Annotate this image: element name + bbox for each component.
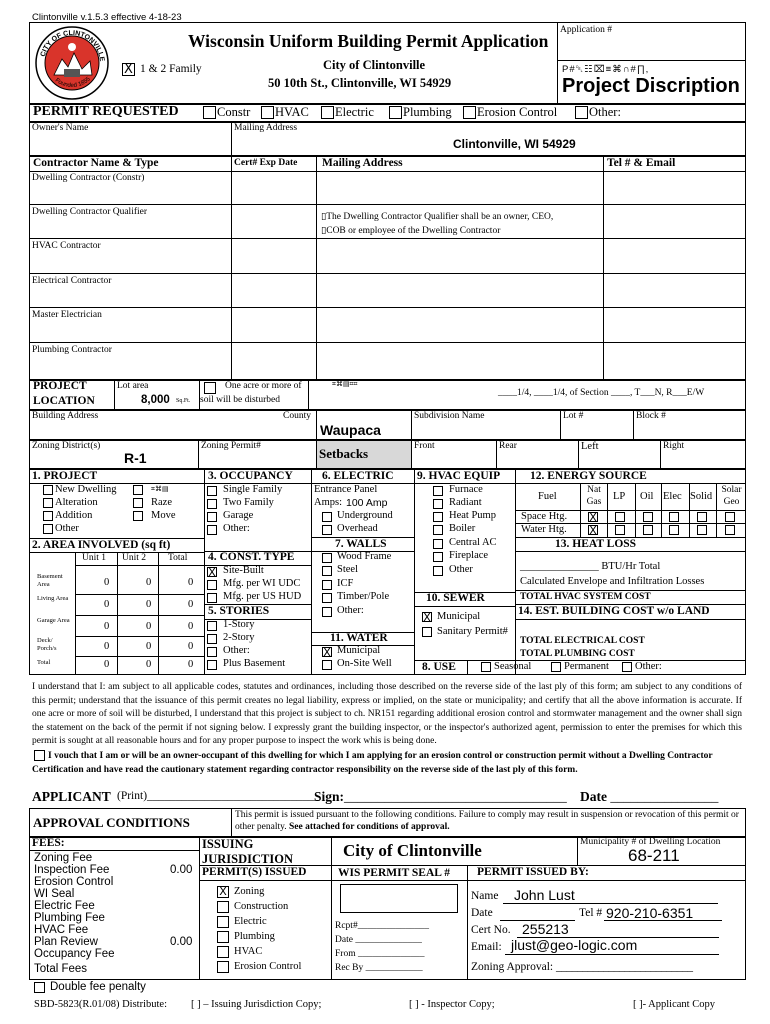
walls-option-label: Steel bbox=[337, 564, 358, 575]
setbacks-label: Setbacks bbox=[319, 446, 369, 461]
use-seasonal-checkbox[interactable] bbox=[481, 662, 491, 672]
sewer-option-label: Sanitary Permit# bbox=[437, 626, 508, 637]
occupancy-two-checkbox[interactable] bbox=[207, 499, 217, 509]
occupancy-option-label: Garage bbox=[223, 510, 254, 521]
fee-value[interactable]: 0.00 bbox=[170, 864, 193, 876]
energy-col-header: Solar Geo bbox=[721, 485, 742, 507]
svg-text:Founded 1855: Founded 1855 bbox=[53, 76, 92, 90]
energy-water-gas-checkbox[interactable]: X bbox=[589, 524, 597, 537]
walls-steel-checkbox[interactable] bbox=[322, 566, 332, 576]
area-cell[interactable]: 0 bbox=[146, 577, 152, 588]
permit-electric-checkbox[interactable] bbox=[321, 106, 334, 119]
project-other-checkbox[interactable] bbox=[43, 524, 53, 534]
fees-title: FEES: bbox=[32, 837, 65, 849]
area-row-label: Basement Area bbox=[37, 573, 63, 588]
area-header: Total bbox=[168, 553, 188, 563]
hvac-option-label: Boiler bbox=[449, 523, 476, 534]
subdivision-label: Subdivision Name bbox=[414, 411, 485, 421]
sewer-option-label: Municipal bbox=[437, 611, 481, 622]
use-option-label: Seasonal bbox=[494, 661, 532, 672]
hvac-fireplace-checkbox[interactable] bbox=[433, 552, 443, 562]
wis-seal-label: WIS PERMIT SEAL # bbox=[338, 867, 450, 879]
copy-applicant: [ ]- Applicant Copy bbox=[633, 999, 715, 1010]
water-section-title: 11. WATER bbox=[330, 632, 388, 644]
const-mfg-udc-checkbox[interactable] bbox=[207, 580, 217, 590]
building-cost-section-title: 14. EST. BUILDING COST w/o LAND bbox=[518, 605, 710, 617]
project-alteration-checkbox[interactable] bbox=[43, 498, 53, 508]
lot-area-value[interactable]: 8,000 bbox=[141, 394, 170, 406]
copy-inspector: [ ] - Inspector Copy; bbox=[409, 999, 495, 1010]
issuer-tel-value[interactable]: 920-210-6351 bbox=[606, 905, 694, 921]
double-fee-label: Double fee penalty bbox=[50, 981, 146, 993]
area-row-label: Total bbox=[37, 659, 51, 666]
hvac-radiant-checkbox[interactable] bbox=[433, 499, 443, 509]
water-option-label: On-Site Well bbox=[337, 658, 392, 669]
hvac-option-label: Furnace bbox=[449, 484, 483, 495]
project-raze-checkbox[interactable] bbox=[133, 498, 143, 508]
energy-checkbox[interactable] bbox=[697, 512, 707, 522]
zoning-district-value[interactable]: R-1 bbox=[124, 450, 147, 466]
section-text: ____1/4, ____1/4, of Section ____, T___N, R___E/W bbox=[498, 388, 705, 398]
entrance-panel-label: Entrance Panel bbox=[314, 484, 378, 495]
area-cell[interactable]: 0 bbox=[146, 599, 152, 610]
energy-col-header: Oil bbox=[640, 491, 654, 502]
project-option-label: Move bbox=[151, 510, 176, 521]
occupancy-other-checkbox[interactable] bbox=[207, 525, 217, 535]
owner-occupant-statement: I vouch that I am or will be an owner-occupant of this dwelling for which I am applying for an erosion control or construction permit without a Dwelling Contractor Certification and have read the cautionary statement regarding contractor responsibility on the reverse side of the last ply of this form. bbox=[32, 751, 713, 775]
fee-label: Occupancy Fee bbox=[34, 948, 115, 960]
energy-space-gas-checkbox[interactable]: X bbox=[589, 511, 597, 524]
hvac-section-title: 9. HVAC EQUIP bbox=[417, 470, 501, 482]
fee-label: Electric Fee bbox=[34, 900, 95, 912]
project-option-label: Raze bbox=[151, 497, 172, 508]
permit-other-checkbox[interactable] bbox=[575, 106, 588, 119]
issuing-jurisdiction-label: ISSUING bbox=[202, 837, 254, 851]
energy-col-header: LP bbox=[613, 491, 626, 502]
stories-basement-checkbox[interactable] bbox=[207, 660, 217, 670]
project-location-label: PROJECT bbox=[33, 380, 87, 392]
project-location-label: LOCATION bbox=[33, 395, 95, 407]
applicant-label: APPLICANT bbox=[32, 789, 111, 804]
rcpt-from-field[interactable]: From ______________ bbox=[335, 949, 425, 959]
issued-permit-label: Plumbing bbox=[234, 931, 275, 942]
area-row-label: Deck/ Porch/s bbox=[37, 637, 57, 652]
acre-label: soil will be disturbed bbox=[200, 395, 280, 405]
energy-row-label: Water Htg. bbox=[521, 524, 567, 535]
btu-total-label: _______________ BTU/Hr Total bbox=[520, 561, 661, 572]
hvac-other-checkbox[interactable] bbox=[433, 566, 443, 576]
electric-overhead-checkbox[interactable] bbox=[322, 525, 332, 535]
contractor-row-label: Dwelling Contractor Qualifier bbox=[32, 207, 148, 217]
rear-label: Rear bbox=[499, 441, 517, 451]
area-cell[interactable]: 0 bbox=[104, 577, 110, 588]
family-checkbox[interactable]: X bbox=[122, 63, 135, 76]
const-type-label: Mfg. per WI UDC bbox=[223, 578, 301, 589]
fee-label: Inspection Fee bbox=[34, 864, 110, 876]
project-glyph-label: ⌗⌘▤ bbox=[151, 486, 169, 493]
project-option-label: New Dwelling bbox=[55, 484, 117, 495]
issued-hvac-checkbox[interactable] bbox=[217, 946, 229, 958]
area-cell[interactable]: 0 bbox=[188, 659, 194, 670]
contractor-row-label: Plumbing Contractor bbox=[32, 345, 112, 355]
project-option-label: Addition bbox=[55, 510, 93, 521]
walls-wood-checkbox[interactable] bbox=[322, 553, 332, 563]
permit-plumbing-label: Plumbing bbox=[403, 105, 452, 119]
fee-label: HVAC Fee bbox=[34, 924, 89, 936]
issuer-tel-label: Tel # bbox=[579, 907, 603, 919]
issuer-cert-value[interactable]: 255213 bbox=[522, 921, 569, 937]
stories-label: Plus Basement bbox=[223, 658, 286, 669]
energy-checkbox[interactable] bbox=[643, 512, 653, 522]
city-address: 50 10th St., Clintonville, WI 54929 bbox=[268, 76, 452, 90]
walls-option-label: ICF bbox=[337, 578, 354, 589]
permit-erosion-checkbox[interactable] bbox=[463, 106, 476, 119]
zoning-approval-field[interactable]: Zoning Approval: __________________________ bbox=[471, 961, 693, 973]
permits-issued-label: PERMIT(S) ISSUED bbox=[202, 866, 307, 878]
county-label: County bbox=[283, 411, 311, 421]
hvac-option-label: Central AC bbox=[449, 537, 497, 548]
permit-issued-by-label: PERMIT ISSUED BY: bbox=[477, 866, 589, 878]
water-municipal-checkbox[interactable]: X bbox=[323, 646, 331, 659]
electric-option-label: Underground bbox=[337, 510, 393, 521]
qualifier-note: ▯The Dwelling Contractor Qualifier shall be an owner, CEO, bbox=[321, 212, 554, 222]
hvac-option-label: Heat Pump bbox=[449, 510, 496, 521]
lot-number-label: Lot # bbox=[563, 411, 584, 421]
const-mfg-hud-checkbox[interactable] bbox=[207, 593, 217, 603]
contractor-row-label: Master Electrician bbox=[32, 310, 102, 320]
stories-section-title: 5. STORIES bbox=[208, 605, 270, 617]
const-site-built-checkbox[interactable]: X bbox=[208, 566, 216, 579]
fuel-label: Fuel bbox=[538, 491, 557, 502]
issued-plumbing-checkbox[interactable] bbox=[217, 931, 229, 943]
energy-col-header: Nat Gas bbox=[586, 485, 602, 507]
area-cell[interactable]: 0 bbox=[104, 641, 110, 652]
area-cell[interactable]: 0 bbox=[188, 599, 194, 610]
issued-permit-label: Electric bbox=[234, 916, 267, 927]
city-name: City of Clintonville bbox=[323, 58, 426, 72]
owner-city-field[interactable]: Clintonville, WI 54929 bbox=[453, 137, 576, 151]
rcpt-date-field[interactable]: Date ______________ bbox=[335, 935, 422, 945]
issued-permit-label: HVAC bbox=[234, 946, 263, 957]
energy-col-header: Solid bbox=[690, 491, 713, 502]
electric-section-title: 6. ELECTRIC bbox=[322, 470, 394, 482]
hvac-cost-label: TOTAL HVAC SYSTEM COST bbox=[520, 592, 651, 602]
area-header: Unit 2 bbox=[122, 553, 147, 563]
area-row-label: Garage Area bbox=[37, 617, 70, 624]
applicant-sign-field[interactable]: Sign:_________________________________ bbox=[314, 789, 567, 804]
walls-option-label: Wood Frame bbox=[337, 551, 392, 562]
energy-checkbox[interactable] bbox=[669, 512, 679, 522]
approval-conditions-text: This permit is issued pursuant to the following conditions. Failure to comply may result in suspension or revocation of this permit or other penalty. See attached for conditions of approval. bbox=[235, 810, 739, 832]
acre-checkbox[interactable] bbox=[204, 382, 216, 394]
energy-checkbox[interactable] bbox=[697, 525, 707, 535]
area-section-title: 2. AREA INVOLVED (sq ft) bbox=[32, 539, 171, 551]
sewer-municipal-checkbox[interactable]: X bbox=[423, 611, 431, 624]
issuer-email-value[interactable]: jlust@geo-logic.com bbox=[511, 937, 638, 953]
heat-loss-calc-label: Calculated Envelope and Infiltration Losses bbox=[520, 576, 705, 587]
front-label: Front bbox=[414, 441, 435, 451]
issued-erosion-checkbox[interactable] bbox=[217, 961, 229, 973]
contractor-header-tel: Tel # & Email bbox=[607, 157, 676, 169]
const-type-section-title: 4. CONST. TYPE bbox=[208, 551, 295, 563]
energy-section-title: 12. ENERGY SOURCE bbox=[530, 470, 647, 482]
application-label: Application # bbox=[560, 25, 612, 35]
stories-label: Other: bbox=[223, 645, 250, 656]
hvac-centralac-checkbox[interactable] bbox=[433, 539, 443, 549]
electrical-cost-label: TOTAL ELECTRICAL COST bbox=[520, 636, 645, 646]
contractor-header-name: Contractor Name & Type bbox=[33, 157, 159, 169]
occupancy-single-checkbox[interactable] bbox=[207, 486, 217, 496]
fee-label: Plumbing Fee bbox=[34, 912, 105, 924]
energy-checkbox[interactable] bbox=[725, 525, 735, 535]
amps-value[interactable]: 100 Amp bbox=[346, 497, 388, 509]
permit-electric-label: Electric bbox=[335, 105, 374, 119]
electric-underground-checkbox[interactable] bbox=[322, 512, 332, 522]
energy-checkbox[interactable] bbox=[669, 525, 679, 535]
project-repair-checkbox[interactable] bbox=[133, 485, 143, 495]
heat-loss-section-title: 13. HEAT LOSS bbox=[555, 538, 637, 550]
county-value[interactable]: Waupaca bbox=[320, 422, 381, 438]
acre-label: One acre or more of bbox=[225, 381, 302, 391]
stories-2-checkbox[interactable] bbox=[207, 634, 217, 644]
building-address-label: Building Address bbox=[32, 411, 99, 421]
issuer-cert-label: Cert No. bbox=[471, 924, 511, 936]
stories-1-checkbox[interactable] bbox=[207, 621, 217, 631]
municipality-value[interactable]: 68-211 bbox=[628, 846, 680, 865]
permit-constr-checkbox[interactable] bbox=[203, 106, 216, 119]
occupancy-section-title: 3. OCCUPANCY bbox=[208, 470, 293, 482]
lot-area-unit: Sq.Ft. bbox=[176, 398, 191, 404]
fee-label: Plan Review bbox=[34, 936, 98, 948]
area-cell[interactable]: 0 bbox=[188, 621, 194, 632]
walls-section-title: 7. WALLS bbox=[335, 538, 387, 550]
mailing-address-label: Mailing Address bbox=[234, 123, 298, 133]
plumbing-cost-label: TOTAL PLUMBING COST bbox=[520, 649, 635, 659]
water-option-label: Municipal bbox=[337, 645, 381, 656]
energy-checkbox[interactable] bbox=[725, 512, 735, 522]
contractor-row-label: HVAC Contractor bbox=[32, 241, 101, 251]
permit-plumbing-checkbox[interactable] bbox=[389, 106, 402, 119]
energy-checkbox[interactable] bbox=[615, 512, 625, 522]
area-header: Unit 1 bbox=[82, 553, 107, 563]
walls-option-label: Timber/Pole bbox=[337, 591, 390, 602]
walls-option-label: Other: bbox=[337, 605, 364, 616]
energy-checkbox[interactable] bbox=[615, 525, 625, 535]
block-label: Block # bbox=[636, 411, 666, 421]
issuer-name-label: Name bbox=[471, 890, 499, 902]
right-label: Right bbox=[663, 441, 685, 451]
permit-constr-label: Constr bbox=[217, 105, 251, 119]
occupancy-garage-checkbox[interactable] bbox=[207, 512, 217, 522]
contractor-row-label: Dwelling Contractor (Constr) bbox=[32, 173, 145, 183]
walls-icf-checkbox[interactable] bbox=[322, 580, 332, 590]
amps-label: Amps: bbox=[314, 497, 343, 508]
const-type-label: Site-Built bbox=[223, 565, 264, 576]
issued-construction-checkbox[interactable] bbox=[217, 901, 229, 913]
copy-jurisdiction: [ ] – Issuing Jurisdiction Copy; bbox=[191, 999, 322, 1010]
project-description-field[interactable]: Project Discription bbox=[562, 75, 740, 97]
area-cell[interactable]: 0 bbox=[104, 621, 110, 632]
sewer-sanitary-checkbox[interactable] bbox=[422, 627, 432, 637]
zoning-permit-label: Zoning Permit# bbox=[201, 441, 261, 451]
project-option-label: Alteration bbox=[55, 497, 98, 508]
applicant-date-field[interactable]: Date ________________ bbox=[580, 789, 719, 804]
electric-option-label: Overhead bbox=[337, 523, 378, 534]
permit-erosion-label: Erosion Control bbox=[477, 105, 558, 119]
hvac-option-label: Other bbox=[449, 564, 473, 575]
svg-text:CITY OF CLINTONVILLE: CITY OF CLINTONVILLE bbox=[39, 29, 106, 62]
permit-hvac-checkbox[interactable] bbox=[261, 106, 274, 119]
location-glyphs: ⌗⌘▤⌗⌗ bbox=[332, 381, 358, 388]
fee-label: Total Fees bbox=[34, 963, 88, 975]
double-fee-checkbox[interactable] bbox=[34, 982, 45, 993]
area-cell[interactable]: 0 bbox=[146, 641, 152, 652]
issuing-city: City of Clintonville bbox=[343, 841, 482, 860]
energy-checkbox[interactable] bbox=[643, 525, 653, 535]
hvac-boiler-checkbox[interactable] bbox=[433, 525, 443, 535]
occupancy-option-label: Single Family bbox=[223, 484, 283, 495]
use-option-label: Other: bbox=[635, 661, 662, 672]
issued-permit-label: Erosion Control bbox=[234, 961, 302, 972]
issued-permit-label: Zoning bbox=[234, 886, 265, 897]
contractor-row-label: Electrical Contractor bbox=[32, 276, 112, 286]
contractor-header-cert: Cert# Exp Date bbox=[234, 158, 298, 168]
water-well-checkbox[interactable] bbox=[322, 660, 332, 670]
occupancy-option-label: Other: bbox=[223, 523, 250, 534]
hvac-heatpump-checkbox[interactable] bbox=[433, 512, 443, 522]
stories-other-checkbox[interactable] bbox=[207, 647, 217, 657]
project-new-dwelling-checkbox[interactable] bbox=[43, 485, 53, 495]
zoning-district-label: Zoning District(s) bbox=[32, 441, 101, 451]
family-label: 1 & 2 Family bbox=[140, 63, 202, 75]
issuing-jurisdiction-label: JURISDICTION bbox=[202, 852, 293, 866]
walls-other-checkbox[interactable] bbox=[322, 607, 332, 617]
form-title: Wisconsin Uniform Building Permit Application bbox=[188, 31, 549, 51]
qualifier-note: ▯COB or employee of the Dwelling Contractor bbox=[321, 226, 501, 236]
project-move-checkbox[interactable] bbox=[133, 511, 143, 521]
walls-timber-checkbox[interactable] bbox=[322, 593, 332, 603]
project-option-label: Other bbox=[55, 523, 79, 534]
area-cell[interactable]: 0 bbox=[104, 599, 110, 610]
fee-label: WI Seal bbox=[34, 888, 75, 900]
approval-conditions-label: APPROVAL CONDITIONS bbox=[33, 815, 190, 830]
const-type-label: Mfg. per US HUD bbox=[223, 591, 302, 602]
applicant-print-field[interactable]: (Print)______________________________ bbox=[117, 790, 320, 802]
stories-label: 2-Story bbox=[223, 632, 255, 643]
issuer-email-label: Email: bbox=[471, 941, 502, 953]
area-cell[interactable]: 0 bbox=[188, 641, 194, 652]
project-section-title: 1. PROJECT bbox=[32, 470, 98, 482]
occupancy-option-label: Two Family bbox=[223, 497, 274, 508]
area-cell[interactable]: 0 bbox=[146, 659, 152, 670]
area-cell[interactable]: 0 bbox=[188, 577, 194, 588]
permit-code-glyphs: P#␡☷⌧≡⌘∩#∏, bbox=[562, 64, 650, 75]
rec-by-field[interactable]: Rec By ____________ bbox=[335, 963, 423, 973]
fee-value[interactable]: 0.00 bbox=[170, 936, 193, 948]
applicant-statement: I understand that I: am subject to all applicable codes, statutes and ordinances, including those described on the reverse side of the last ply of this form; am subject to any conditions of this permit; understand that the issuance of this permit creates no legal liability, express or implied, on the state or municipality; and certify that all the above information is accurate. If one acre or more of soil will be disturbed, I understand that this project is subject to ch. NR151 regarding additional erosion control and stormwater management and the owner shall sign the statement on the back of the permit if not signing below. I expressly grant the building inspector, or the inspector's authorized agent, permission to enter the premises for which this permit is sought at all reasonable hours and for any proper purpose to inspect the work whis is being done. bbox=[32, 682, 742, 746]
permit-hvac-label: HVAC bbox=[275, 105, 309, 119]
permit-requested-label: PERMIT REQUESTED bbox=[33, 104, 179, 119]
city-seal-logo bbox=[34, 25, 110, 101]
lot-area-label: Lot area bbox=[117, 381, 149, 391]
issued-electric-checkbox[interactable] bbox=[217, 916, 229, 928]
owner-name-label: Owner's Name bbox=[32, 123, 89, 133]
issued-permit-label: Construction bbox=[234, 901, 289, 912]
issuer-name-value[interactable]: John Lust bbox=[514, 887, 575, 903]
energy-row-label: Space Htg. bbox=[521, 511, 568, 522]
wis-seal-field[interactable] bbox=[340, 884, 458, 913]
stories-label: 1-Story bbox=[223, 619, 255, 630]
hvac-option-label: Radiant bbox=[449, 497, 482, 508]
use-permanent-checkbox[interactable] bbox=[551, 662, 561, 672]
area-cell[interactable]: 0 bbox=[146, 621, 152, 632]
issued-zoning-checkbox[interactable]: X bbox=[217, 886, 229, 898]
version-text: Clintonville v.1.5.3 effective 4-18-23 bbox=[32, 12, 182, 23]
rcpt-field[interactable]: Rcpt#_______________ bbox=[335, 921, 429, 931]
energy-col-header: Elec bbox=[663, 491, 682, 502]
left-label: Left bbox=[581, 441, 599, 452]
municipality-label: Municipality # of Dwelling Location bbox=[580, 837, 721, 847]
issuer-date-label: Date bbox=[471, 907, 493, 919]
hvac-option-label: Fireplace bbox=[449, 550, 489, 561]
hvac-furnace-checkbox[interactable] bbox=[433, 486, 443, 496]
contractor-header-address: Mailing Address bbox=[322, 157, 403, 169]
permit-other-label: Other: bbox=[589, 105, 621, 119]
form-number: SBD-5823(R.01/08) Distribute: bbox=[34, 999, 167, 1010]
project-addition-checkbox[interactable] bbox=[43, 511, 53, 521]
sewer-section-title: 10. SEWER bbox=[426, 592, 485, 604]
use-option-label: Permanent bbox=[564, 661, 609, 672]
fee-label: Erosion Control bbox=[34, 876, 114, 888]
use-section-title: 8. USE bbox=[422, 661, 456, 673]
area-cell[interactable]: 0 bbox=[104, 659, 110, 670]
fee-label: Zoning Fee bbox=[34, 852, 93, 864]
use-other-checkbox[interactable] bbox=[622, 662, 632, 672]
area-row-label: Living Area bbox=[37, 595, 69, 602]
